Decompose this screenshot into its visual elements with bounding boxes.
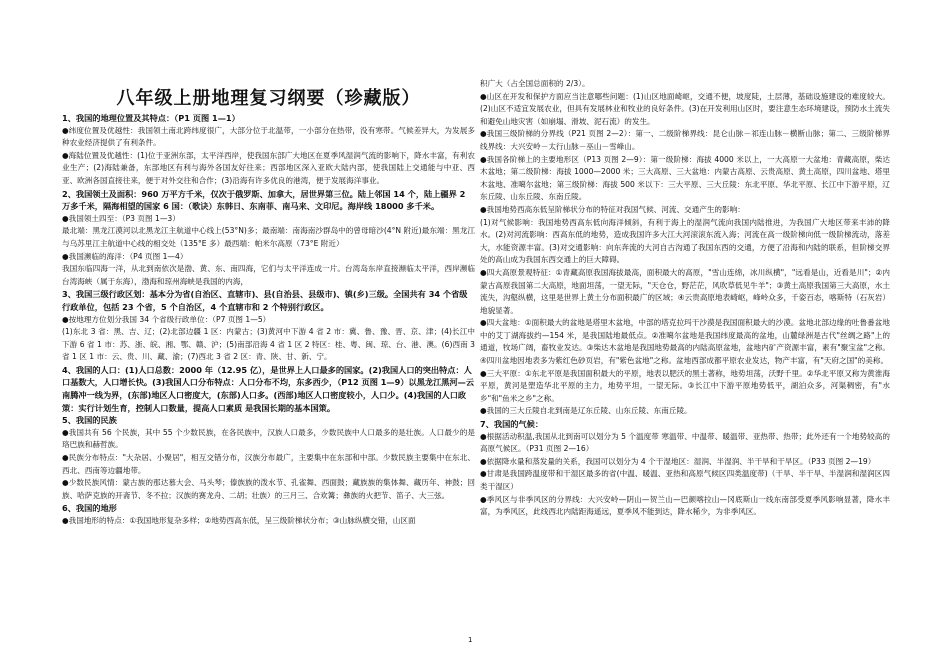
section-heading: 4、我国的人口：(1)人口总数：2000 年（12.95 亿），是世界上人口最多的国家。(2)我国人口的突出特点：人口基数大，人口增长快。(3)我国人口分布特点：人口分布不均，东多西少，（P12 页图 1—9）以黑龙江黑河—云南腾冲一线为界，(东部)地区人口密度大，(东部)人口多。(西部)地区人口密度较小，人口少。(4)我国的人口政策：实行计划生育，控制人口数量，提高人口素质 是我国长期的基本国策。	[62, 364, 475, 413]
right-column-body	[480, 78, 890, 519]
section-heading: 5、我国的民族	[62, 415, 117, 426]
paragraph: 我国东临四海一洋，从北到南依次是渤、黄、东、南四海，它们与太平洋连成一片。台湾岛东岸直接濒临太平洋，西岸濒临台湾海峡（属于东海），渤海和琼州海峡是我国的内海，	[62, 264, 475, 286]
paragraph: ●按地理方位划分我国 34 个省级行政单位：（P7 页图 1—5）	[62, 314, 271, 324]
paragraph: 最北端：黑龙江漠河以北黑龙江主航道中心线上(53°N)多；最南端：南海南沙群岛中的曾母暗沙(4°N 附近)最东端：黑龙江与乌苏里江主航道中心线的相交处（135°E 多）最西端：帕米尔高原（73°E 附近）	[62, 226, 475, 248]
paragraph: ●我国的三大丘陵自北到南是辽东丘陵、山东丘陵、东南丘陵。	[480, 406, 692, 416]
paragraph: ●甘肃是我国跨温度带和干湿区最多的省(中温、暖温、亚热和高原气候区四类温度带)（干旱、半干旱、半湿润和湿润区四类干湿区）	[480, 469, 890, 491]
section-heading: 7、我国的气候：	[480, 419, 544, 430]
paragraph: ●我国共有 56 个民族，其中 55 个少数民族，在各民族中，汉族人口最多，少数民族中人口最多的是壮族。人口最少的是珞巴族和赫哲族。	[62, 427, 475, 450]
paragraph: ●三大平原：①东北平原是我国面积最大的平原，地表以肥沃的黑土著称，地势坦荡，沃野千里。②华北平原又称为黄淮海平原，黄河是塑造华北平原的主力，地势平坦，一望无际。③长江中下游平原地势低平，湖泊众多，河渠稠密，有"水乡"和"鱼米之乡"之称。	[480, 368, 890, 403]
section-heading: 2、我国领土及面积：960 万平方千米，仅次于俄罗斯、加拿大，居世界第三位。陆上邻国 14 个，陆上疆界 2 万多千米，隔海相望的国家 6 国：（歌诀）东韩日、东南菲、南马来、文印尼。海岸线 18000 多千米。	[62, 188, 466, 212]
page-number: 1	[468, 636, 473, 644]
paragraph: ●山区在开发和保护方面应当注意哪些问题：(1)山区地面崎岖，交通不便，坡度陡，土层薄，基础设施建设的难度较大。(2)山区不适宜发展农业，但具有发展林业和牧业的良好条件。(3)在开发利用山区时，要注意生态环境建设，预防水土流失和避免山地灾害（如崩塌、滑坡、泥石流）的发生。	[480, 91, 890, 126]
paragraph: ●季风区与非季风区的分界线：大兴安岭—阴山—贺兰山—巴颜喀拉山—冈底斯山一线东南部受夏季风影响显著，降水丰富，为季风区，此线西北内陆距海遥远，夏季风不能到达，降水稀少，为非季风区。	[480, 494, 890, 517]
left-column-body	[62, 112, 475, 528]
paragraph: ●根据活动积温,我国从北到南可以划分为 5 个温度带 寒温带、中温带、暖温带、亚热带、热带；此外还有一个地势较高的高原气候区。（P31 页图 2—16）	[480, 431, 890, 454]
paragraph: ●我国濒临的海洋：（P4 页图 1—4）	[62, 251, 188, 261]
paragraph: ●四大高原景观特征：①青藏高原我国海拔最高，面积最大的高原，"雪山连绵，冰川纵横"，"远看是山，近看是川"；②内蒙古高原我国第二大高原，地面坦荡，一望无际，"天仓仓，野茫茫，风吹草低见牛羊"；③黄土高原我国第三大高原，水土流失，沟壑纵横，这里是世界上黄土分布面积最广的区域；④云贵高原地表崎岖，峰岭众多，千姿百态，喀斯特（石灰岩）地貌显著。	[480, 267, 890, 315]
section-heading: 3、我国三级行政区划：基本分为省(自治区、直辖市)、县(自治县、县级市)、镇(乡)三级。全国共有 34 个省级行政单位，包括 23 个省，5 个自治区，4 个直辖市和 2 个特别行政区。	[62, 289, 468, 312]
paragraph: ●四大盆地：①面积最大的盆地是塔里木盆地，中部的塔克拉玛干沙漠是我国面积最大的沙漠。盆地北部边缘的吐鲁番盆地中的艾丁湖海拔约—154 米，是我国陆地最低点。②准噶尔盆地是我国纬度最高的盆地，山麓绿洲是古代"丝绸之路"上的通道，牧场广阔，畜牧业发达。③柴达木盆地是我国地势最高的内陆高原盆地，盆地内矿产资源丰富，素有"聚宝盆"之称。④四川盆地因地表多为紫红色砂页岩，有"紫色盆地"之称。盆地西部成都平原农业发达，物产丰富，有"天府之国"的美称。	[480, 318, 890, 366]
paragraph: ●我国各阶梯上的主要地形区（P13 页图 2—9）：第一级阶梯：海拔 4000 米以上，一大高原一大盆地：青藏高原，柴达木盆地；第二级阶梯：海拔 1000—2000 米；三大高原、三大盆地：内蒙古高原、云贵高原、黄土高原，四川盆地、塔里木盆地、准噶尔盆地；第三级阶梯：海拔 500 米以下：三大平原、三大丘陵：东北平原、华北平原、长江中下游平原，辽东丘陵、山东丘陵、东南丘陵。	[480, 154, 890, 202]
section-heading: 6、我国的地形	[62, 503, 117, 514]
section-heading: 1、我国的地理位置及其特点：（P1 页图 1—1）	[62, 113, 240, 123]
paragraph: (1)东北 3 省：黑、吉、辽；(2)北部边疆 1 区：内蒙古；(3)黄河中下游 4 省 2 市：冀、鲁、豫、晋、京、津；(4)长江中下游 6 省 1 市：苏、浙、皖、湘、鄂、赣、沪；(5)南部沿海 4 省 1 区 2 特区：桂、粤、闽、琼、台、港、澳。(6)西南 3 省 1 区 1 市：云、贵、川、藏、渝；(7)西北 3 省 2 区：青、陕、甘、新、宁。	[62, 327, 475, 362]
paragraph: ●民族分布特点："大杂居、小聚居"，相互交错分布，汉族分布最广，主要集中在东部和中部。少数民族主要集中在东北、西北、西南等边疆地带。	[62, 453, 475, 475]
right-column	[480, 0, 890, 658]
page-title: 八年级上册地理复习纲要（珍藏版）	[116, 88, 421, 109]
paragraph: ●我国三级阶梯的分界线（P21 页图 2—2）：第一、二级阶梯界线：昆仑山脉－祁连山脉－横断山脉；第二、三级阶梯界线界线：大兴安岭－太行山脉－巫山－雪峰山。	[480, 129, 890, 151]
paragraph: ●我国地形的特点：①我国地形复杂多样；②地势西高东低，呈三级阶梯状分布；③山脉纵横交错，山区面	[62, 516, 416, 525]
paragraph: ●纬度位置及优越性：我国领土南北跨纬度很广，大部分位于北温带，一小部分在热带，没有寒带。气候差异大，为发展多种农业经济提供了有利条件。	[62, 125, 475, 148]
paragraph: ●少数民族风情：蒙古族的那达慕大会、马头琴；傣族族的泼水节、孔雀舞、西面鼓；藏族族的集体舞、藏历年、神鼓；回族、哈萨克族的开斋节、冬不拉；汉族的赛龙舟、二胡；壮族）的三月三、合欢篝；彝族的火把节、笛子、大三弦。	[62, 478, 475, 500]
paragraph: ●依据降水量和蒸发量的关系，我国可以划分为 4 个干湿地区：湿润、半湿润、半干旱和干旱区。（P33 页图 2—19）	[480, 456, 876, 466]
paragraph: 积广大（占全国总面积的 2/3）。	[480, 79, 590, 88]
paragraph: ●我国领土四至：（P3 页图 1—3）	[62, 213, 180, 223]
left-column	[62, 0, 475, 658]
paragraph: ●我国地势西高东低呈阶梯状分布的特征对我国气候、河流、交通产生的影响：	[480, 204, 745, 214]
paragraph: (1)对气候影响：我国地势西高东低向海洋倾斜，有利于海上的湿润气流向我国内陆推进，为我国广大地区带来丰沛的降水。(2)对河流影响：西高东低的地势，造成我国许多大江大河滚滚东流入海；河流在高一级阶梯向低一级阶梯流动，落差大，水能资源丰富。(3)对交通影响：向东奔流的大河自古沟通了我国东西的交通，方便了沿海和内陆的联系，但阶梯交界处的高山成为我国东西交通上的巨大障碍。	[480, 217, 890, 265]
paragraph: ●海陆位置及优越性：(1)位于亚洲东部，太平洋西岸，使我国东部广大地区在夏季风湿润气流的影响下，降水丰富，有利农业生产；(2)海陆兼备，东部地区有利与海外各国友好往来；西部地区深入亚欧大陆内部，使我国陆上交通能与中亚、西亚、欧洲各国直接往来，便于对外交往和合作；(3)沿海有许多优良的港湾，便于发展海洋事业。	[62, 150, 475, 185]
